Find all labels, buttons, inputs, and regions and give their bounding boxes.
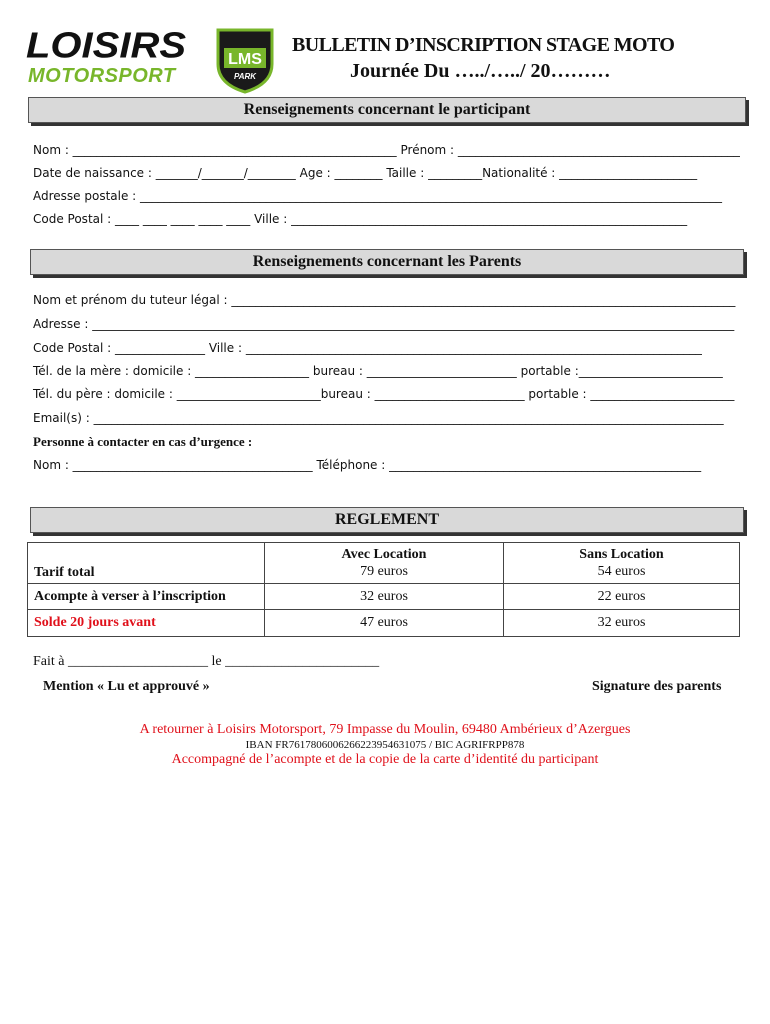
column-header: Sans Location — [579, 547, 664, 562]
signature-label: Signature des parents — [592, 679, 722, 694]
section-heading-reglement: REGLEMENT — [30, 507, 744, 533]
section-heading-parents: Renseignements concernant les Parents — [30, 249, 744, 275]
table-cell — [265, 543, 504, 584]
logo — [24, 22, 280, 94]
return-address: A retourner à Loisirs Motorsport, 79 Impasse du Moulin, 69480 Ambérieux d’Azergues — [139, 722, 631, 737]
logo-word-motorsport: MOTORSPORT — [28, 65, 176, 87]
participant-name-line[interactable]: Nom : ______________________________________________________ Prénom : _______________________________________________ — [33, 143, 740, 157]
fait-a-line[interactable]: Fait à ____________________ le ______________________ — [33, 654, 380, 669]
table-value: 32 euros — [504, 610, 740, 637]
pricing-table — [27, 542, 740, 637]
participant-postal-line[interactable]: Code Postal : ____ ____ ____ ____ ____ Ville : __________________________________________________________________ — [33, 212, 688, 226]
iban-line: IBAN FR7617806006266223954631075 / BIC AGRIFRPP878 — [245, 739, 525, 751]
section-heading-participant: Renseignements concernant le participant — [28, 97, 746, 123]
emergency-contact-label: Personne à contacter en cas d’urgence : — [33, 434, 253, 449]
form-title: BULLETIN D’INSCRIPTION STAGE MOTO — [292, 34, 675, 56]
logo-badge-text: LMS — [228, 51, 262, 68]
logo-badge-sub: PARK — [233, 72, 257, 81]
row-label: Solde 20 jours avant — [28, 610, 265, 637]
table-value: 22 euros — [504, 584, 740, 610]
table-cell — [504, 543, 740, 584]
parents-address-line[interactable]: Adresse : ___________________________________________________________________________________________________________ — [33, 317, 735, 331]
logo-word-loisirs: LOISIRS — [26, 26, 187, 66]
table-row — [28, 543, 740, 584]
mother-phone-line[interactable]: Tél. de la mère : domicile : ___________________ bureau : _________________________ portable :________________________ — [33, 364, 723, 378]
attachments-note: Accompagné de l’acompte et de la copie de la carte d’identité du participant — [171, 752, 599, 767]
column-header: Avec Location — [341, 547, 427, 562]
table-value: 47 euros — [265, 610, 504, 637]
table-row — [28, 610, 740, 637]
table-cell — [28, 543, 265, 584]
father-phone-line[interactable]: Tél. du père : domicile : ________________________bureau : _________________________ portable : ________________________ — [33, 387, 735, 401]
parents-postal-line[interactable]: Code Postal : _______________ Ville : ____________________________________________________________________________ — [33, 341, 702, 355]
row-label: Tarif total — [34, 565, 95, 580]
email-line[interactable]: Email(s) : _________________________________________________________________________________________________________ — [33, 411, 724, 425]
table-value: 32 euros — [265, 584, 504, 610]
participant-address-line[interactable]: Adresse postale : _________________________________________________________________________________________________ — [33, 189, 723, 203]
emergency-contact-line[interactable]: Nom : ________________________________________ Téléphone : ____________________________________________________ — [33, 458, 702, 472]
table-value: 54 euros — [597, 564, 646, 579]
guardian-name-line[interactable]: Nom et prénom du tuteur légal : ____________________________________________________________________________________ — [33, 293, 736, 307]
row-label: Acompte à verser à l’inscription — [28, 584, 265, 610]
table-row — [28, 584, 740, 610]
logo-shield-icon — [210, 24, 280, 94]
mention-label: Mention « Lu et approuvé » — [43, 679, 210, 694]
form-date-line: Journée Du …../…../ 20……… — [350, 60, 611, 82]
table-value: 79 euros — [360, 564, 408, 579]
participant-birth-line[interactable]: Date de naissance : _______/_______/________ Age : ________ Taille : _________Nationalité : _______________________ — [33, 166, 698, 180]
